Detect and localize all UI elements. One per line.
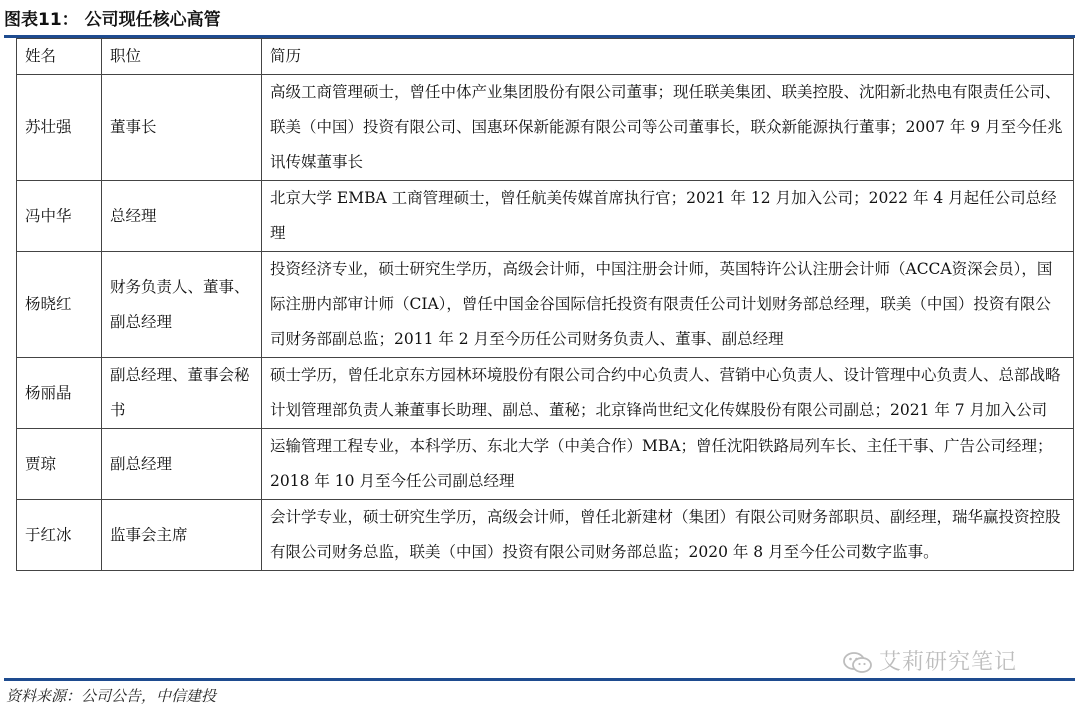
name-cell: 苏壮强 xyxy=(17,75,102,181)
resume-cell: 北京大学 EMBA 工商管理硕士，曾任航美传媒首席执行官；2021 年 12 月加入公司；2022 年 4 月起任公司总经理 xyxy=(262,181,1074,252)
executive-table xyxy=(16,38,1074,571)
source-note: 资料来源：公司公告，中信建投 xyxy=(6,687,217,705)
name-cell: 杨晓红 xyxy=(17,252,102,358)
wechat-icon xyxy=(843,651,873,675)
resume-cell: 硕士学历，曾任北京东方园林环境股份有限公司合约中心负责人、营销中心负责人、设计管理中心负责人、总部战略计划管理部负责人兼董事长助理、副总、董秘；北京锋尚世纪文化传媒股份有限公司副总；2021 年 7 月加入公司 xyxy=(262,358,1074,429)
resume-cell: 高级工商管理硕士，曾任中体产业集团股份有限公司董事；现任联美集团、联美控股、沈阳新北热电有限责任公司、联美（中国）投资有限公司、国惠环保新能源有限公司等公司董事长，联众新能源执行董事；2007 年 9 月至今任兆讯传媒董事长 xyxy=(262,75,1074,181)
column-header-name: 姓名 xyxy=(17,39,102,75)
figure-title xyxy=(4,6,221,34)
position-cell: 董事长 xyxy=(102,75,262,181)
watermark xyxy=(843,649,1017,677)
resume-cell: 投资经济专业，硕士研究生学历，高级会计师，中国注册会计师，英国特许公认注册会计师（ACCA资深会员），国际注册内部审计师（CIA），曾任中国金谷国际信托投资有限责任公司计划财务部总经理，联美（中国）投资有限公司财务部副总监；2011 年 2 月至今历任公司财务负责人、董事、副总经理 xyxy=(262,252,1074,358)
position-cell: 监事会主席 xyxy=(102,500,262,571)
table-row xyxy=(17,429,1074,500)
position-cell: 财务负责人、董事、副总经理 xyxy=(102,252,262,358)
figure-title-text: 公司现任核心高管 xyxy=(84,10,221,30)
bottom-rule xyxy=(4,678,1075,681)
name-cell: 贾琼 xyxy=(17,429,102,500)
name-cell: 于红冰 xyxy=(17,500,102,571)
name-cell: 杨丽晶 xyxy=(17,358,102,429)
header-row xyxy=(17,39,1074,75)
table-row xyxy=(17,358,1074,429)
table-row xyxy=(17,500,1074,571)
table-row xyxy=(17,75,1074,181)
table-row xyxy=(17,181,1074,252)
column-header-resume: 简历 xyxy=(262,39,1074,75)
resume-cell: 会计学专业，硕士研究生学历，高级会计师，曾任北新建材（集团）有限公司财务部职员、副经理，瑞华赢投资控股有限公司财务总监，联美（中国）投资有限公司财务部总监；2020 年 8 月至今任公司数字监事。 xyxy=(262,500,1074,571)
name-cell: 冯中华 xyxy=(17,181,102,252)
table-row xyxy=(17,252,1074,358)
figure-label: 图表11： xyxy=(4,10,79,30)
column-header-position: 职位 xyxy=(102,39,262,75)
position-cell: 副总经理、董事会秘书 xyxy=(102,358,262,429)
position-cell: 总经理 xyxy=(102,181,262,252)
watermark-text: 艾莉研究笔记 xyxy=(879,650,1018,675)
position-cell: 副总经理 xyxy=(102,429,262,500)
resume-cell: 运输管理工程专业，本科学历、东北大学（中美合作）MBA；曾任沈阳铁路局列车长、主任干事、广告公司经理；2018 年 10 月至今任公司副总经理 xyxy=(262,429,1074,500)
